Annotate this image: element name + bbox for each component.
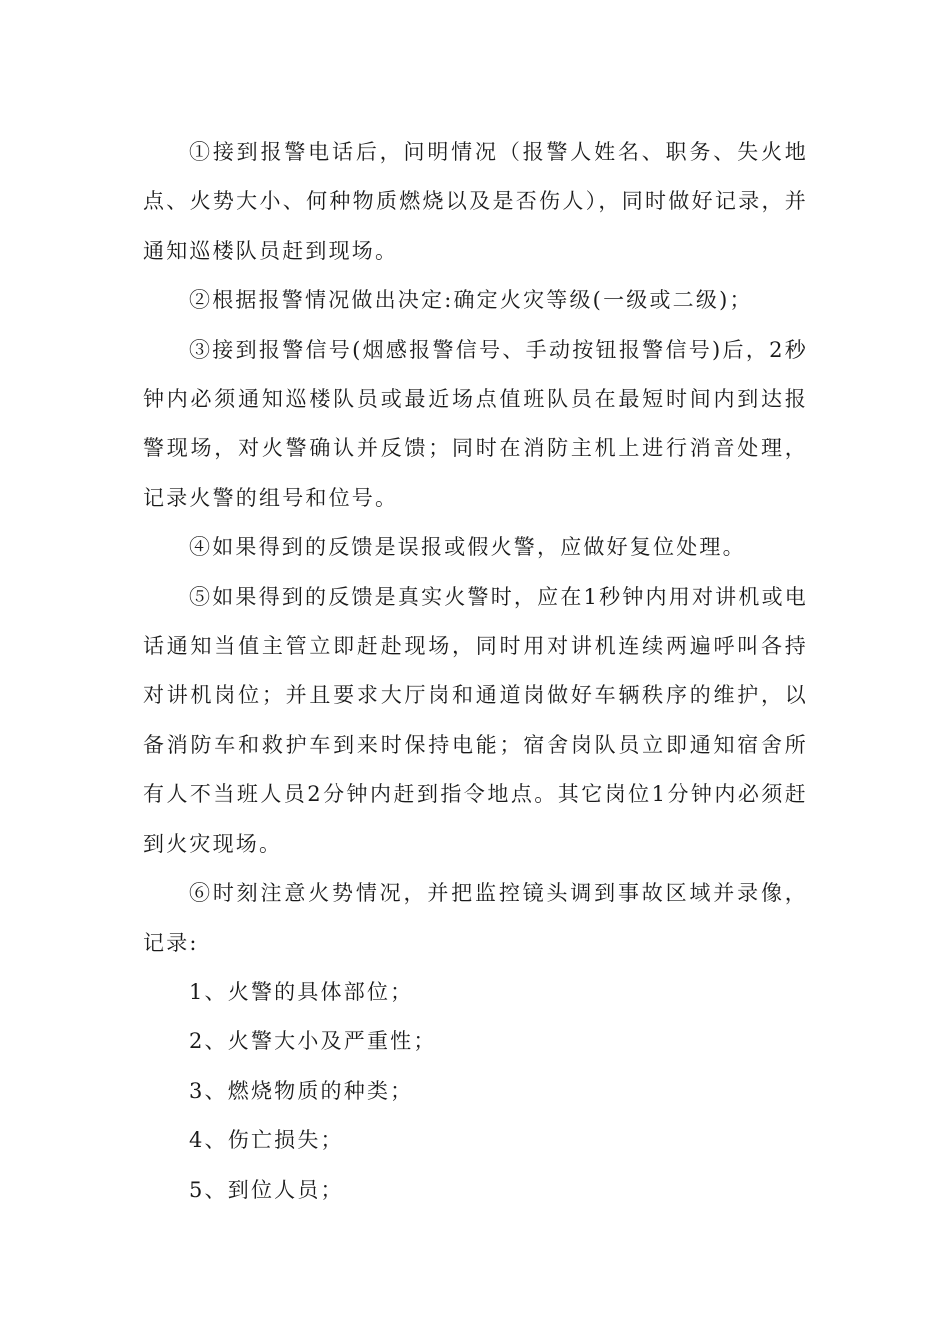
list-item-4: 4、伤亡损失； — [189, 1128, 344, 1153]
list-item-3: 3、燃烧物质的种类； — [189, 1078, 414, 1103]
paragraph-step-1: ①接到报警电话后，问明情况（报警人姓名、职务、失火地点、火势大小、何种物质燃烧以及是否伤人），同时做好记录，并通知巡楼队员赶到现场。 — [143, 140, 808, 263]
list-item-1: 1、火警的具体部位； — [189, 979, 414, 1004]
list-item-5: 5、到位人员； — [189, 1177, 344, 1202]
paragraph-step-6: ⑥时刻注意火势情况，并把监控镜头调到事故区域并录像，记录: — [143, 881, 808, 955]
document-body — [143, 128, 808, 1215]
list-item-2: 2、火警大小及严重性； — [189, 1029, 437, 1054]
paragraph-step-3: ③接到报警信号(烟感报警信号、手动按钮报警信号)后，2秒钟内必须通知巡楼队员或最近场点值班队员在最短时间内到达报警现场，对火警确认并反馈；同时在消防主机上进行消音处理，记录火警的组号和位号。 — [143, 337, 808, 510]
paragraph-step-2: ②根据报警情况做出决定:确定火灾等级(一级或二级)； — [189, 288, 753, 313]
paragraph-step-5: ⑤如果得到的反馈是真实火警时，应在1秒钟内用对讲机或电话通知当值主管立即赶赴现场，同时用对讲机连续两遍呼叫各持对讲机岗位；并且要求大厅岗和通道岗做好车辆秩序的维护，以备消防车和救护车到来时保持电能；宿舍岗队员立即通知宿舍所有人不当班人员2分钟内赶到指令地点。其它岗位1分钟内必须赶到火灾现场。 — [143, 584, 808, 856]
paragraph-step-4: ④如果得到的反馈是误报或假火警，应做好复位处理。 — [189, 535, 746, 560]
